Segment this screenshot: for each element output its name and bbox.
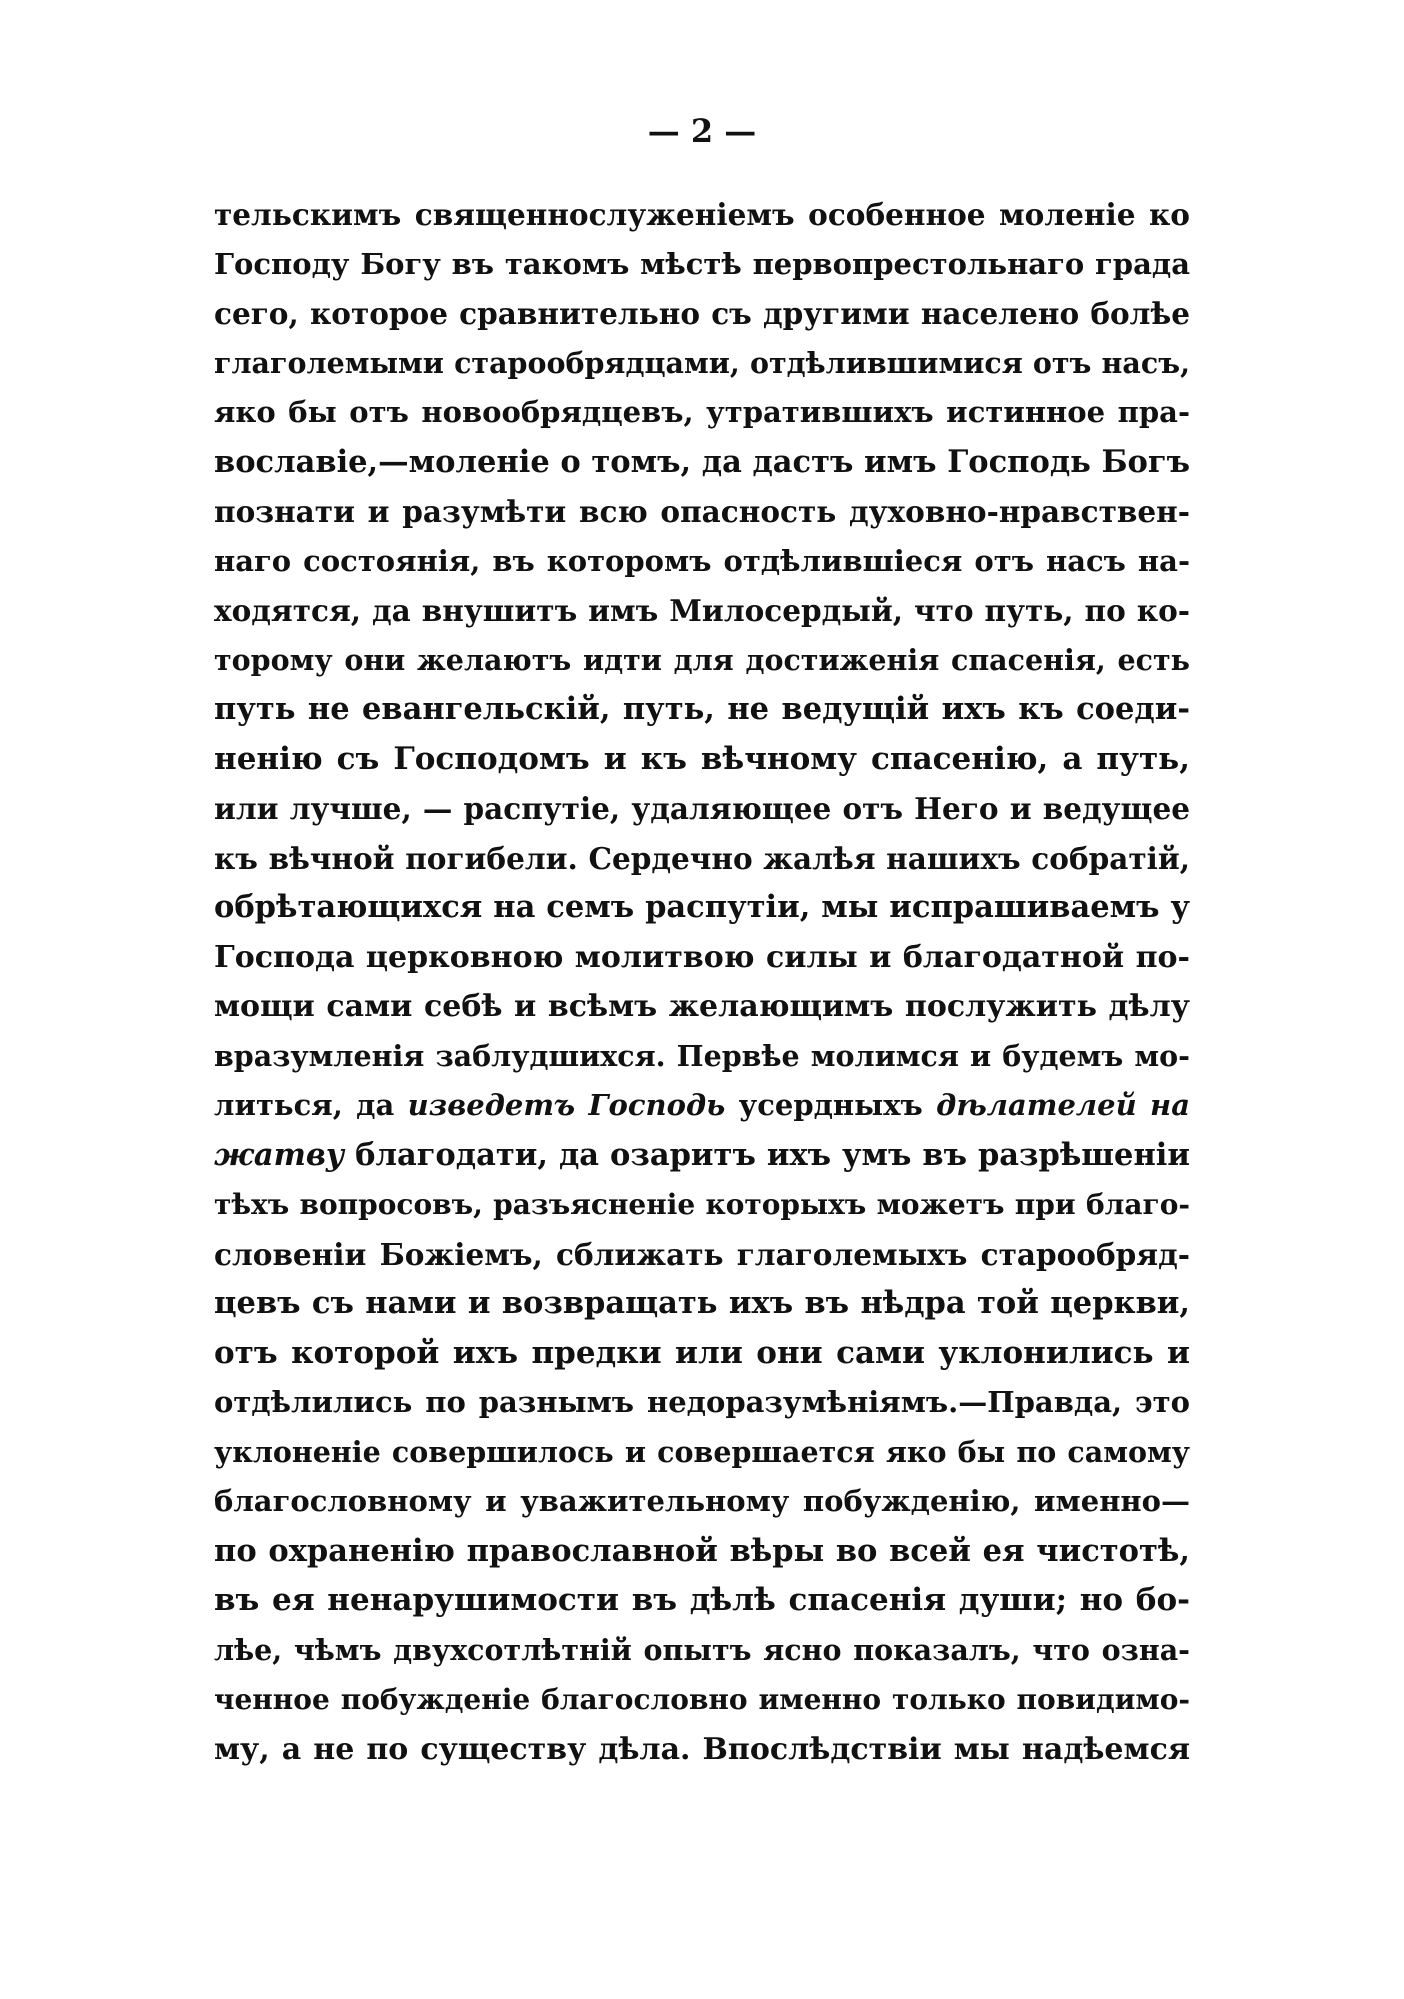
- text-segment: дѣлателей на: [936, 1088, 1190, 1122]
- text-line: [214, 784, 1190, 834]
- text-line: [214, 1081, 1190, 1131]
- text-line: [214, 289, 1190, 339]
- text-segment: ненію съ Господомъ и къ вѣчному спасенію, а путь,: [214, 740, 1190, 777]
- text-segment: въ ея ненарушимости въ дѣлѣ спасенія души; но бо-: [214, 1582, 1190, 1618]
- text-line: [214, 636, 1190, 686]
- text-line: [214, 1131, 1190, 1181]
- text-segment: торому они желаютъ идти для достиженія спасенія, есть: [214, 642, 1190, 677]
- text-line: [214, 1725, 1190, 1775]
- text-segment: обрѣтающихся на семъ распутіи, мы испрашиваемъ у: [214, 889, 1190, 925]
- text-segment: или лучше, — распутіе, удаляющее отъ Него и ведущее: [214, 791, 1190, 826]
- text-line: [214, 438, 1190, 488]
- text-segment: изведетъ Господь: [407, 1088, 726, 1122]
- page-number: — 2 —: [647, 112, 757, 150]
- text-segment: му, а не по существу дѣла. Впослѣдствіи мы надѣемся: [214, 1731, 1190, 1767]
- text-segment: тѣхъ вопросовъ, разъясненіе которыхъ можетъ при благо-: [214, 1188, 1190, 1221]
- text-segment: усердныхъ: [725, 1088, 937, 1122]
- text-line: [214, 1428, 1190, 1478]
- text-segment: глаголемыми старообрядцами, отдѣлившимися отъ насъ,: [214, 345, 1190, 380]
- text-line: [214, 190, 1190, 240]
- text-line: [214, 339, 1190, 389]
- text-segment: яко бы отъ новообрядцевъ, утратившихъ истинное пра-: [214, 395, 1190, 429]
- text-line: [214, 537, 1190, 587]
- text-segment: отдѣлились по разнымъ недоразумѣніямъ.—Правда, это: [214, 1385, 1190, 1419]
- text-line: [214, 1230, 1190, 1280]
- text-line: [214, 1477, 1190, 1527]
- text-line: [214, 586, 1190, 636]
- text-segment: ченное побужденіе благословно именно только повидимо-: [214, 1683, 1190, 1716]
- text-segment: вразумленія заблудшихся. Первѣе молимся и будемъ мо-: [214, 1038, 1190, 1073]
- text-segment: литься, да: [214, 1088, 408, 1122]
- body-text: [214, 190, 1190, 1774]
- text-segment: благословному и уважительному побужденію, именно—: [214, 1484, 1190, 1518]
- text-line: [214, 1675, 1190, 1725]
- text-line: [214, 883, 1190, 933]
- text-segment: вославіе,—моленіе о томъ, да дастъ имъ Господь Богъ: [214, 443, 1190, 480]
- text-segment: Господа церковною молитвою силы и благодатной по-: [214, 939, 1190, 975]
- text-line: [214, 1279, 1190, 1329]
- text-line: [214, 240, 1190, 290]
- text-line: [214, 1378, 1190, 1428]
- text-line: [214, 1626, 1190, 1676]
- text-line: [214, 685, 1190, 735]
- text-line: [214, 834, 1190, 884]
- text-line: [214, 735, 1190, 785]
- text-segment: благодати, да озаритъ ихъ умъ въ разрѣшеніи: [344, 1136, 1190, 1173]
- text-segment: по охраненію православной вѣры во всей ея чистотѣ,: [214, 1532, 1190, 1569]
- text-segment: цевъ съ нами и возвращать ихъ въ нѣдра той церкви,: [214, 1285, 1190, 1321]
- text-line: [214, 388, 1190, 438]
- text-segment: тельскимъ священнослуженіемъ особенное моленіе ко: [214, 197, 1190, 232]
- text-line: [214, 1032, 1190, 1082]
- text-segment: жатву: [214, 1136, 345, 1173]
- text-segment: уклоненіе совершилось и совершается яко бы по самому: [214, 1434, 1190, 1469]
- text-line: [214, 1329, 1190, 1379]
- text-segment: путь не евангельскій, путь, не ведущій ихъ къ соеди-: [214, 691, 1190, 727]
- text-line: [214, 1180, 1190, 1230]
- text-line: [214, 982, 1190, 1032]
- text-line: [214, 487, 1190, 537]
- text-segment: лѣе, чѣмъ двухсотлѣтній опытъ ясно показалъ, что озна-: [214, 1632, 1190, 1667]
- text-line: [214, 933, 1190, 983]
- text-line: [214, 1576, 1190, 1626]
- text-segment: мощи сами себѣ и всѣмъ желающимъ послужить дѣлу: [214, 989, 1190, 1024]
- text-line: [214, 1527, 1190, 1577]
- text-segment: сего, которое сравнительно съ другими населено болѣе: [214, 296, 1190, 331]
- text-segment: ходятся, да внушитъ имъ Милосердый, что путь, по ко-: [214, 593, 1190, 628]
- text-segment: отъ которой ихъ предки или они сами уклонились и: [214, 1334, 1190, 1371]
- text-segment: познати и разумѣти всю опасность духовно-нравствен-: [214, 494, 1190, 529]
- text-segment: Господу Богу въ такомъ мѣстѣ первопрестольнаго града: [214, 246, 1190, 281]
- text-segment: наго состоянія, въ которомъ отдѣлившіеся отъ насъ на-: [214, 543, 1190, 578]
- text-segment: къ вѣчной погибели. Сердечно жалѣя нашихъ собратій,: [214, 840, 1190, 876]
- text-segment: словеніи Божіемъ, сближать глаголемыхъ старообряд-: [214, 1236, 1190, 1272]
